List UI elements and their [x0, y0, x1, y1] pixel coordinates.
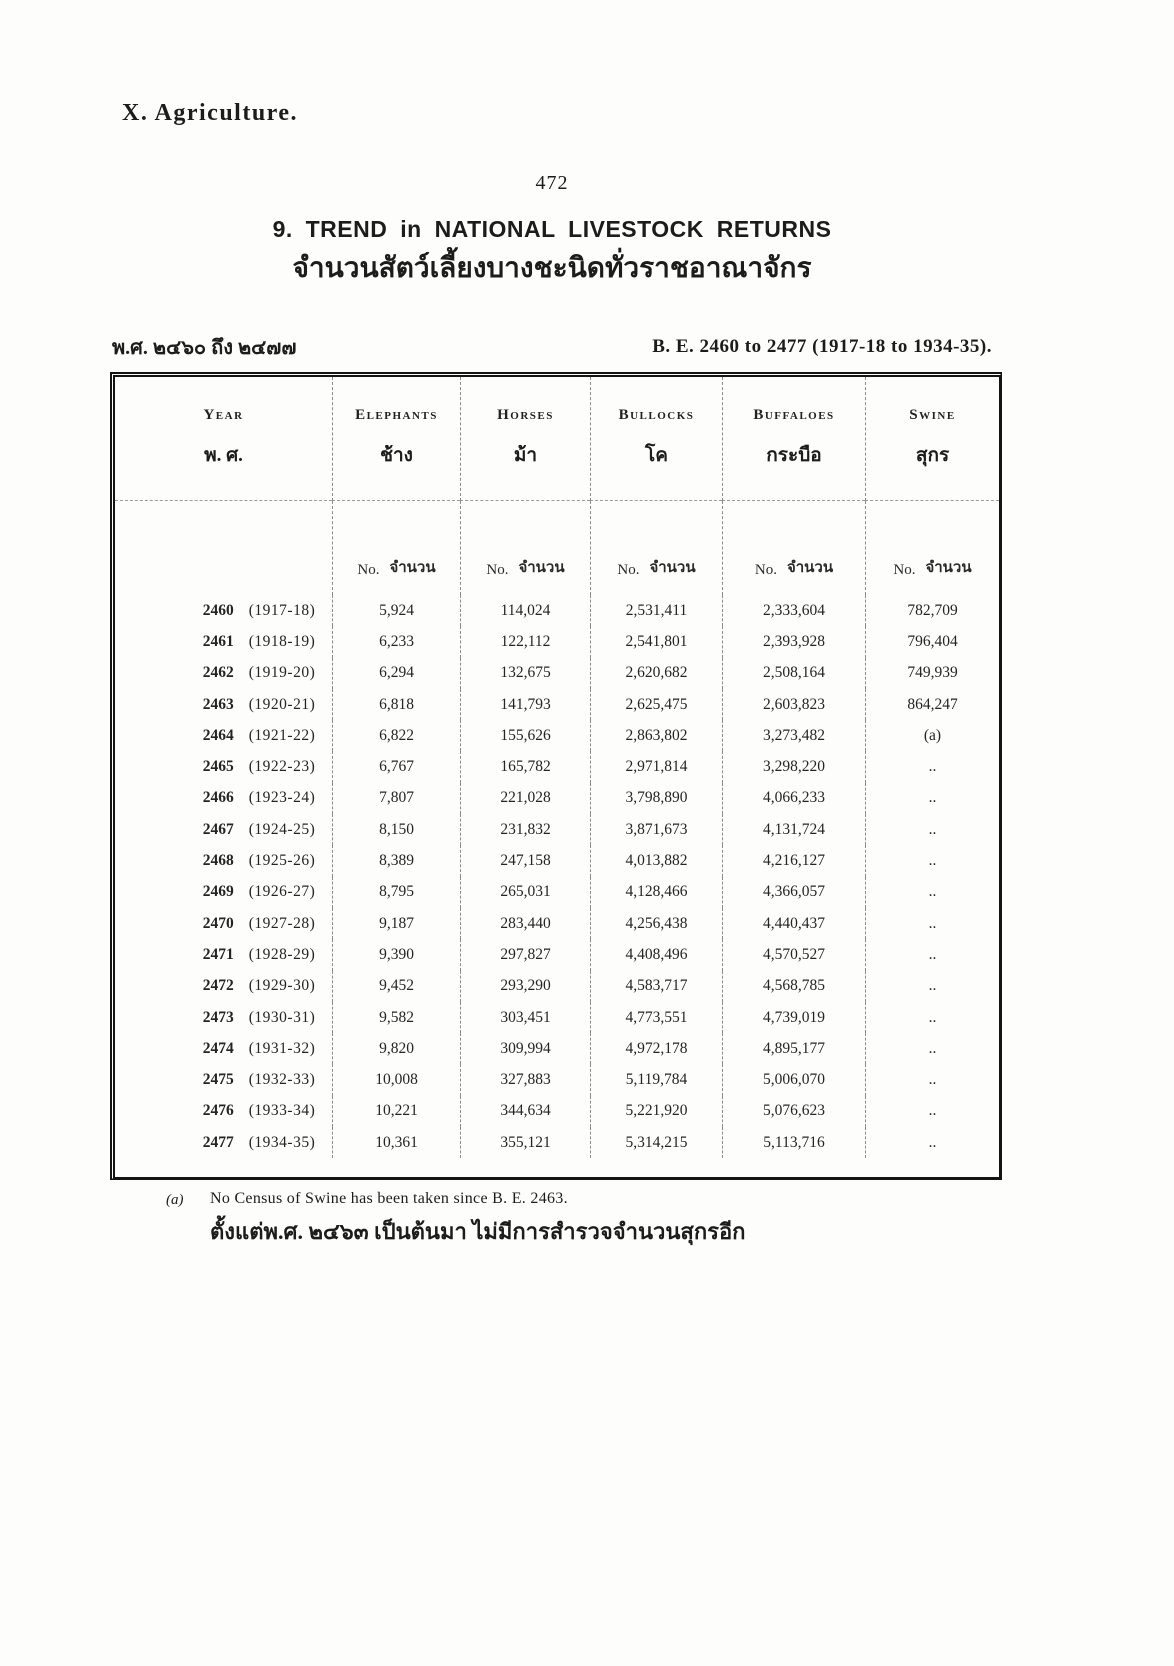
- table-row: [115, 1096, 999, 1127]
- table-row: [115, 751, 999, 782]
- table-row: [115, 595, 999, 626]
- row-period: (1925-26): [248, 852, 316, 870]
- horses-value-cell: 165,782: [460, 751, 590, 782]
- subheader-buffaloes: [722, 501, 865, 595]
- column-header-horses-en: Horses: [497, 407, 554, 423]
- row-year: 2467: [202, 820, 234, 838]
- elephants-value-cell: 9,582: [332, 1002, 460, 1033]
- horses-value-cell: 293,290: [460, 971, 590, 1002]
- swine-value-cell: ..: [865, 971, 999, 1002]
- bullocks-value-cell: 3,798,890: [590, 783, 722, 814]
- bullocks-value-cell: 2,971,814: [590, 751, 722, 782]
- row-period: (1931-32): [248, 1039, 316, 1057]
- table-row: [115, 1127, 999, 1158]
- subheader-elephants: [332, 501, 460, 595]
- table-row: [115, 720, 999, 751]
- year-range-thai: พ.ศ. ๒๔๖๐ ถึง ๒๔๗๗: [112, 337, 297, 359]
- swine-value-cell: ..: [865, 845, 999, 876]
- buffaloes-value-cell: 4,066,233: [722, 783, 865, 814]
- swine-value-cell: 864,247: [865, 689, 999, 720]
- buffaloes-value-cell: 2,333,604: [722, 595, 865, 626]
- subheader-thai-label: จำนวน: [925, 560, 972, 576]
- row-period: (1934-35): [248, 1133, 316, 1151]
- bullocks-value-cell: 5,221,920: [590, 1096, 722, 1127]
- row-period: (1927-28): [248, 914, 316, 932]
- table-row: [115, 658, 999, 689]
- section-heading: X. Agriculture.: [122, 100, 299, 126]
- livestock-table: [110, 372, 1002, 1180]
- column-header-elephants-en: Elephants: [355, 407, 438, 423]
- row-period: (1930-31): [248, 1008, 316, 1026]
- year-cell: [115, 751, 332, 782]
- table-row: [115, 783, 999, 814]
- elephants-value-cell: 8,389: [332, 845, 460, 876]
- row-period: (1923-24): [248, 789, 316, 807]
- column-header-bullocks: [590, 377, 722, 501]
- elephants-value-cell: 10,221: [332, 1096, 460, 1127]
- row-year: 2470: [202, 914, 234, 932]
- bullocks-value-cell: 4,408,496: [590, 939, 722, 970]
- row-year: 2477: [202, 1133, 234, 1151]
- subheader-no-label: No.: [754, 562, 777, 578]
- bullocks-value-cell: 4,013,882: [590, 845, 722, 876]
- buffaloes-value-cell: 5,113,716: [722, 1127, 865, 1158]
- horses-value-cell: 221,028: [460, 783, 590, 814]
- subheader-no-label: No.: [357, 562, 380, 578]
- elephants-value-cell: 10,008: [332, 1064, 460, 1095]
- column-header-horses-th: ม้า: [513, 445, 538, 466]
- year-cell: [115, 1096, 332, 1127]
- subheader-thai-label: จำนวน: [518, 560, 565, 576]
- column-header-buffaloes: [722, 377, 865, 501]
- swine-value-cell: ..: [865, 1127, 999, 1158]
- row-year: 2462: [202, 664, 234, 682]
- elephants-value-cell: 9,187: [332, 908, 460, 939]
- subheader-spacer: [115, 501, 332, 595]
- bullocks-value-cell: 2,531,411: [590, 595, 722, 626]
- elephants-value-cell: 6,767: [332, 751, 460, 782]
- buffaloes-value-cell: 4,739,019: [722, 1002, 865, 1033]
- elephants-value-cell: 5,924: [332, 595, 460, 626]
- horses-value-cell: 132,675: [460, 658, 590, 689]
- bullocks-value-cell: 3,871,673: [590, 814, 722, 845]
- row-period: (1920-21): [248, 695, 316, 713]
- table-row: [115, 814, 999, 845]
- horses-value-cell: 155,626: [460, 720, 590, 751]
- column-header-buffaloes-th: กระบือ: [766, 445, 822, 466]
- swine-value-cell: 782,709: [865, 595, 999, 626]
- column-header-bullocks-th: โค: [645, 445, 668, 466]
- elephants-value-cell: 10,361: [332, 1127, 460, 1158]
- table-row: [115, 908, 999, 939]
- horses-value-cell: 283,440: [460, 908, 590, 939]
- bullocks-value-cell: 5,314,215: [590, 1127, 722, 1158]
- subheader-no-label: No.: [617, 562, 640, 578]
- elephants-value-cell: 7,807: [332, 783, 460, 814]
- bullocks-value-cell: 2,863,802: [590, 720, 722, 751]
- row-period: (1926-27): [248, 883, 316, 901]
- row-year: 2465: [202, 758, 234, 776]
- year-cell: [115, 626, 332, 657]
- row-period: (1917-18): [248, 601, 316, 619]
- elephants-value-cell: 6,822: [332, 720, 460, 751]
- subheader-no-label: No.: [893, 562, 916, 578]
- year-cell: [115, 1127, 332, 1158]
- row-period: (1924-25): [248, 820, 316, 838]
- year-cell: [115, 783, 332, 814]
- page-title-thai: จำนวนสัตว์เลี้ยงบางชะนิดทั่วราชอาณาจักร: [292, 253, 812, 284]
- year-cell: [115, 971, 332, 1002]
- year-cell: [115, 1002, 332, 1033]
- year-cell: [115, 1064, 332, 1095]
- year-cell: [115, 1033, 332, 1064]
- buffaloes-value-cell: 4,568,785: [722, 971, 865, 1002]
- swine-value-cell: ..: [865, 751, 999, 782]
- horses-value-cell: 309,994: [460, 1033, 590, 1064]
- swine-value-cell: ..: [865, 877, 999, 908]
- year-cell: [115, 689, 332, 720]
- table-row: [115, 1064, 999, 1095]
- year-cell: [115, 595, 332, 626]
- row-year: 2476: [202, 1102, 234, 1120]
- buffaloes-value-cell: 5,006,070: [722, 1064, 865, 1095]
- horses-value-cell: 231,832: [460, 814, 590, 845]
- buffaloes-value-cell: 2,393,928: [722, 626, 865, 657]
- swine-value-cell: ..: [865, 783, 999, 814]
- table-body: [115, 595, 999, 1158]
- swine-value-cell: ..: [865, 814, 999, 845]
- subheader-swine: [865, 501, 999, 595]
- swine-value-cell: ..: [865, 939, 999, 970]
- column-header-bullocks-en: Bullocks: [618, 407, 695, 423]
- swine-value-cell: ..: [865, 1096, 999, 1127]
- buffaloes-value-cell: 4,440,437: [722, 908, 865, 939]
- buffaloes-value-cell: 4,895,177: [722, 1033, 865, 1064]
- row-year: 2475: [202, 1071, 234, 1089]
- column-header-buffaloes-en: Buffaloes: [753, 407, 835, 423]
- buffaloes-value-cell: 5,076,623: [722, 1096, 865, 1127]
- elephants-value-cell: 8,150: [332, 814, 460, 845]
- row-period: (1928-29): [248, 945, 316, 963]
- elephants-value-cell: 6,233: [332, 626, 460, 657]
- buffaloes-value-cell: 4,366,057: [722, 877, 865, 908]
- horses-value-cell: 303,451: [460, 1002, 590, 1033]
- horses-value-cell: 265,031: [460, 877, 590, 908]
- year-cell: [115, 720, 332, 751]
- column-header-elephants: [332, 377, 460, 501]
- row-year: 2469: [202, 883, 234, 901]
- table-row: [115, 971, 999, 1002]
- horses-value-cell: 344,634: [460, 1096, 590, 1127]
- row-year: 2464: [202, 726, 234, 744]
- year-cell: [115, 939, 332, 970]
- subheader-thai-label: จำนวน: [389, 560, 436, 576]
- swine-value-cell: 796,404: [865, 626, 999, 657]
- horses-value-cell: 141,793: [460, 689, 590, 720]
- horses-value-cell: 247,158: [460, 845, 590, 876]
- column-header-elephants-th: ช้าง: [380, 445, 413, 466]
- column-header-year-th: พ. ศ.: [204, 445, 243, 466]
- year-cell: [115, 845, 332, 876]
- table-row: [115, 939, 999, 970]
- swine-value-cell: ..: [865, 1002, 999, 1033]
- subheader-no-label: No.: [486, 562, 509, 578]
- buffaloes-value-cell: 2,603,823: [722, 689, 865, 720]
- row-period: (1929-30): [248, 977, 316, 995]
- bullocks-value-cell: 2,625,475: [590, 689, 722, 720]
- horses-value-cell: 297,827: [460, 939, 590, 970]
- row-period: (1922-23): [248, 758, 316, 776]
- bullocks-value-cell: 4,583,717: [590, 971, 722, 1002]
- bullocks-value-cell: 4,972,178: [590, 1033, 722, 1064]
- swine-value-cell: ..: [865, 1064, 999, 1095]
- column-header-year: [115, 377, 332, 501]
- swine-value-cell: 749,939: [865, 658, 999, 689]
- bullocks-value-cell: 4,128,466: [590, 877, 722, 908]
- horses-value-cell: 122,112: [460, 626, 590, 657]
- column-header-horses: [460, 377, 590, 501]
- column-header-swine-th: สุกร: [915, 445, 950, 466]
- bullocks-value-cell: 4,773,551: [590, 1002, 722, 1033]
- elephants-value-cell: 8,795: [332, 877, 460, 908]
- year-cell: [115, 814, 332, 845]
- year-cell: [115, 658, 332, 689]
- page-title: 9. TREND in NATIONAL LIVESTOCK RETURNS: [272, 216, 832, 242]
- year-cell: [115, 877, 332, 908]
- column-header-swine-en: Swine: [909, 407, 956, 423]
- elephants-value-cell: 6,294: [332, 658, 460, 689]
- swine-value-cell: (a): [865, 720, 999, 751]
- row-year: 2461: [202, 632, 234, 650]
- year-cell: [115, 908, 332, 939]
- elephants-value-cell: 9,452: [332, 971, 460, 1002]
- horses-value-cell: 327,883: [460, 1064, 590, 1095]
- buffaloes-value-cell: 2,508,164: [722, 658, 865, 689]
- buffaloes-value-cell: 4,131,724: [722, 814, 865, 845]
- column-header-swine: [865, 377, 999, 501]
- subheader-thai-label: จำนวน: [649, 560, 696, 576]
- bullocks-value-cell: 2,620,682: [590, 658, 722, 689]
- row-period: (1919-20): [248, 664, 316, 682]
- bullocks-value-cell: 5,119,784: [590, 1064, 722, 1095]
- row-year: 2471: [202, 945, 234, 963]
- elephants-value-cell: 9,820: [332, 1033, 460, 1064]
- footnote-english: No Census of Swine has been taken since B. E. 2463.: [210, 1190, 568, 1207]
- swine-value-cell: ..: [865, 1033, 999, 1064]
- bullocks-value-cell: 2,541,801: [590, 626, 722, 657]
- table-row: [115, 626, 999, 657]
- row-period: (1932-33): [248, 1071, 316, 1089]
- table-row: [115, 1033, 999, 1064]
- row-year: 2463: [202, 695, 234, 713]
- table-row: [115, 689, 999, 720]
- row-period: (1921-22): [248, 726, 316, 744]
- buffaloes-value-cell: 4,216,127: [722, 845, 865, 876]
- subheader-horses: [460, 501, 590, 595]
- horses-value-cell: 114,024: [460, 595, 590, 626]
- elephants-value-cell: 9,390: [332, 939, 460, 970]
- row-period: (1918-19): [248, 632, 316, 650]
- footnote-thai: ตั้งแต่พ.ศ. ๒๔๖๓ เป็นต้นมา ไม่มีการสำรวจจำนวนสุกรอีก: [210, 1219, 746, 1244]
- table-subheader-row: [115, 501, 999, 595]
- row-year: 2460: [202, 601, 234, 619]
- footnote-marker: (a): [166, 1192, 184, 1208]
- row-year: 2466: [202, 789, 234, 807]
- bullocks-value-cell: 4,256,438: [590, 908, 722, 939]
- row-year: 2474: [202, 1039, 234, 1057]
- buffaloes-value-cell: 4,570,527: [722, 939, 865, 970]
- page-number: 472: [535, 172, 569, 194]
- buffaloes-value-cell: 3,298,220: [722, 751, 865, 782]
- subheader-thai-label: จำนวน: [786, 560, 834, 576]
- column-header-year-en: Year: [203, 407, 244, 423]
- swine-value-cell: ..: [865, 908, 999, 939]
- table-header-row: [115, 377, 999, 501]
- horses-value-cell: 355,121: [460, 1127, 590, 1158]
- elephants-value-cell: 6,818: [332, 689, 460, 720]
- row-year: 2473: [202, 1008, 234, 1026]
- subheader-bullocks: [590, 501, 722, 595]
- table-row: [115, 845, 999, 876]
- row-year: 2472: [202, 977, 234, 995]
- buffaloes-value-cell: 3,273,482: [722, 720, 865, 751]
- row-year: 2468: [202, 852, 234, 870]
- table-row: [115, 1002, 999, 1033]
- row-period: (1933-34): [248, 1102, 316, 1120]
- table-row: [115, 877, 999, 908]
- year-range-english: B. E. 2460 to 2477 (1917-18 to 1934-35).: [652, 336, 992, 357]
